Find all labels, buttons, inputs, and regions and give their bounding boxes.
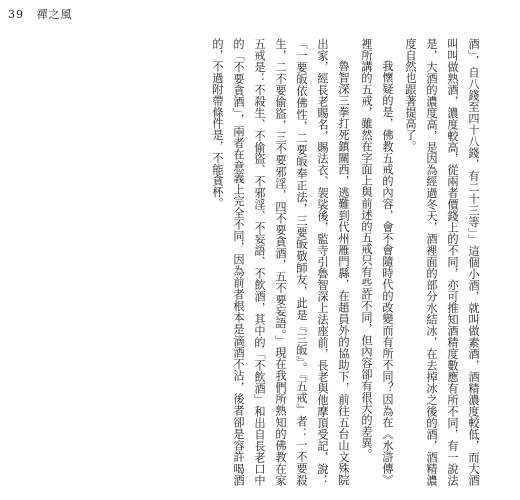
page-number: 39 xyxy=(8,8,24,21)
vertical-text-body xyxy=(207,38,486,486)
page-header xyxy=(8,6,73,22)
paragraph-3: 魯智深三拳打死鎮關西，逃難到代州雁門縣，在趙員外的協助下，前往五台山文殊院出家，經長老賜名，賜法衣、袈裟後，監寺引魯智深上法座前，長老與他摩頂受記，說：「一要皈依佛性，二要皈奉正法，三要皈敬師友，此是『三皈』。『五戒』者：一不要殺生，二不要偷盜，三不要邪淫，四不要貪酒，五不要妄語。」現在我們所熟知的佛教在家五戒是：不殺生、不偷盜、不邪淫、不妄語、不飲酒，其中的「不飲酒」和出自長老口中的「不要貪酒」，兩者在意義上完全不同，因為前者根本是滴酒不沾，後者卻是容許喝酒的，不過附帶條件是，不能貪杯。 xyxy=(211,38,350,486)
running-title: 禪之風 xyxy=(36,8,73,21)
paragraph-1: 酒」，自八錢至四十八錢，有二十三等」」這個小酒，就叫做素酒，酒精濃度較低，而大酒叫叫做熟酒，濃度較高，從兩者價錢上的不同，亦可推知酒精度數應有所不同，有一說法是，大酒的濃度高，是因為經過冬天，酒裡面的部分水結冰，在去掉冰之後的酒，酒精濃度自然也跟著提高了。 xyxy=(404,38,480,486)
paragraph-2: 我懷疑的是，佛教五戒的內容，會不會隨時代的改變而有所不同？因為在《水滸傳》裡所講的五戒，雖然在字面上與前述的五戒只有些許不同，但內容卻有很大的差異。 xyxy=(360,38,394,486)
